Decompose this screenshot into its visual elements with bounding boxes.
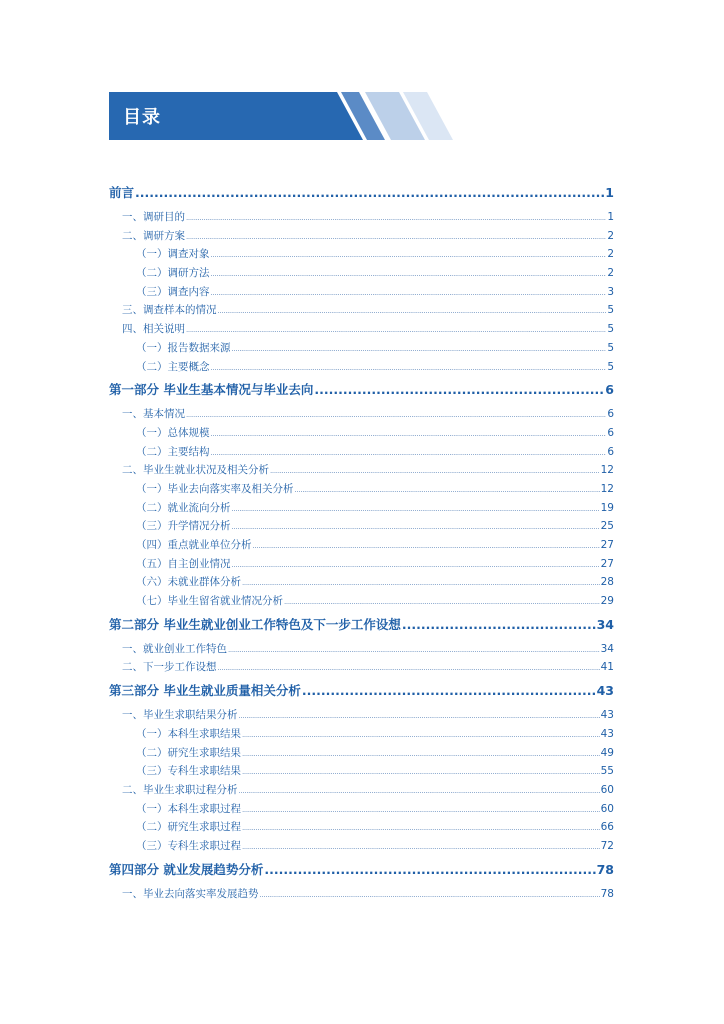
toc-leader-dots: [218, 664, 600, 672]
toc-page-number: 27: [600, 539, 614, 551]
toc-entry-label: 一、毕业去向落实率发展趋势: [122, 887, 259, 900]
toc-entry-label: （七）毕业生留省就业情况分析: [136, 595, 283, 608]
toc-page-number: 43: [596, 683, 614, 699]
toc-page-number: 27: [600, 557, 614, 570]
toc-page-number: 49: [600, 746, 614, 759]
toc-entry[interactable]: [109, 574, 614, 593]
toc-leader-dots: [402, 617, 596, 632]
toc-leader-dots: [239, 787, 600, 795]
toc-entry-label: 二、调研方案: [122, 229, 185, 242]
toc-entry[interactable]: [109, 425, 614, 444]
toc-leader-dots: [242, 731, 600, 739]
toc-leader-dots: [232, 523, 600, 531]
toc-leader-dots: [186, 326, 606, 334]
toc-leader-dots: [186, 411, 606, 419]
toc-entry-label: （二）主要概念: [136, 360, 210, 373]
toc-page-number: 78: [600, 887, 614, 900]
toc-entry-label: （三）升学情况分析: [136, 520, 231, 533]
toc-entry-label: 一、毕业生求职结果分析: [122, 709, 238, 722]
toc-entry[interactable]: [109, 593, 614, 612]
toc-page-number: 5: [607, 323, 614, 336]
toc-leader-dots: [264, 862, 595, 877]
toc-page-number: 43: [600, 709, 614, 722]
toc-entry-label: （二）调研方法: [136, 267, 210, 280]
toc-page-number: 60: [600, 783, 614, 796]
toc-entry-label: （一）本科生求职过程: [136, 802, 241, 815]
toc-page-number: 6: [607, 445, 614, 458]
toc-entry-label: 一、调研目的: [122, 211, 185, 223]
toc-entry-label: 二、下一步工作设想: [122, 661, 217, 674]
toc-entry[interactable]: [109, 406, 614, 425]
toc-entry-label: 第一部分 毕业生基本情况与毕业去向: [109, 382, 314, 398]
page-title: 目录: [123, 107, 161, 128]
toc-entry[interactable]: [109, 886, 614, 905]
toc-entry[interactable]: [109, 556, 614, 575]
toc-entry-label: 第二部分 毕业生就业创业工作特色及下一步工作设想: [109, 616, 401, 632]
toc-page-number: 6: [607, 426, 614, 439]
toc-leader-dots: [314, 382, 604, 397]
toc-page-number: 5: [607, 360, 614, 373]
toc-leader-dots: [284, 598, 600, 606]
toc-leader-dots: [232, 561, 600, 569]
toc-leader-dots: [302, 683, 596, 698]
toc-entry[interactable]: [109, 500, 614, 519]
toc-entry-label: （三）调查内容: [136, 285, 210, 298]
toc-entry-label: （三）专科生求职过程: [136, 839, 241, 852]
toc-page-number: 6: [607, 408, 614, 421]
toc-page-number: 2: [607, 267, 614, 280]
toc-page-number: 25: [600, 520, 614, 533]
toc-leader-dots: [260, 891, 600, 899]
toc-entry-label: （一）总体规模: [136, 426, 210, 439]
toc-page-number: 5: [607, 341, 614, 354]
toc-leader-dots: [242, 806, 600, 814]
toc-leader-dots: [270, 467, 600, 475]
toc-page-number: 34: [596, 616, 614, 632]
toc-leader-dots: [211, 430, 607, 438]
toc-page-number: 1: [607, 211, 614, 223]
toc-entry[interactable]: [109, 782, 614, 801]
toc-leader-dots: [242, 579, 600, 587]
toc-page-number: 55: [600, 765, 614, 778]
toc-leader-dots: [228, 646, 600, 654]
toc-entry-label: 前言: [109, 185, 135, 200]
toc-entry[interactable]: [109, 462, 614, 481]
toc-page-number: 19: [600, 501, 614, 514]
toc-leader-dots: [232, 345, 607, 353]
toc-entry[interactable]: [109, 641, 614, 660]
toc-page-number: 2: [607, 248, 614, 261]
toc-entry-label: （一）毕业去向落实率及相关分析: [136, 482, 294, 495]
toc-entry-label: （五）自主创业情况: [136, 557, 231, 570]
table-of-contents: [109, 183, 614, 904]
toc-entry-label: 第三部分 毕业生就业质量相关分析: [109, 683, 301, 699]
toc-entry-label: （二）研究生求职过程: [136, 821, 241, 834]
toc-leader-dots: [211, 270, 607, 278]
toc-entry[interactable]: [109, 246, 614, 265]
toc-entry[interactable]: [109, 228, 614, 247]
toc-leader-dots: [211, 364, 607, 372]
toc-entry-label: （四）重点就业单位分析: [136, 539, 252, 551]
toc-header-banner: [109, 92, 469, 140]
toc-entry-label: （一）报告数据来源: [136, 341, 231, 354]
toc-entry-label: 第四部分 就业发展趋势分析: [109, 861, 264, 877]
toc-leader-dots: [239, 712, 600, 720]
toc-leader-dots: [211, 449, 607, 457]
toc-entry-label: （一）本科生求职结果: [136, 727, 241, 740]
toc-page-number: 66: [600, 821, 614, 834]
toc-entry-label: 二、毕业生求职过程分析: [122, 783, 238, 796]
toc-page-number: 78: [596, 861, 614, 877]
toc-entry-label: （六）未就业群体分析: [136, 576, 241, 589]
toc-entry[interactable]: [109, 763, 614, 782]
toc-entry-label: 一、基本情况: [122, 408, 185, 421]
toc-leader-dots: [186, 214, 606, 222]
toc-entry[interactable]: [109, 444, 614, 463]
toc-entry[interactable]: [109, 284, 614, 303]
toc-page-number: 12: [600, 464, 614, 477]
toc-entry-label: 二、毕业生就业状况及相关分析: [122, 464, 269, 477]
toc-entry[interactable]: [109, 707, 614, 726]
toc-section-entry[interactable]: [109, 380, 614, 406]
toc-section-entry[interactable]: [109, 860, 614, 886]
toc-leader-dots: [211, 251, 607, 259]
toc-entry[interactable]: [109, 726, 614, 745]
toc-page-number: 3: [607, 285, 614, 298]
toc-entry[interactable]: [109, 265, 614, 284]
toc-entry[interactable]: [109, 659, 614, 678]
toc-page-number: 72: [600, 839, 614, 852]
toc-section-entry[interactable]: [109, 681, 614, 707]
toc-section-entry[interactable]: [109, 183, 614, 209]
toc-entry[interactable]: [109, 537, 614, 556]
toc-page-number: 28: [600, 576, 614, 589]
toc-entry-label: 三、调查样本的情况: [122, 304, 217, 317]
toc-leader-dots: [232, 505, 600, 513]
toc-leader-dots: [218, 307, 607, 315]
toc-entry[interactable]: [109, 518, 614, 537]
toc-entry-label: （三）专科生求职结果: [136, 765, 241, 778]
toc-entry-label: （二）就业流向分析: [136, 501, 231, 514]
toc-page-number: 6: [605, 382, 614, 398]
toc-entry[interactable]: [109, 209, 614, 228]
toc-leader-dots: [295, 486, 600, 494]
toc-leader-dots: [253, 542, 600, 550]
toc-leader-dots: [242, 750, 600, 758]
toc-page-number: 43: [600, 727, 614, 740]
toc-entry-label: （一）调查对象: [136, 248, 210, 261]
toc-entry[interactable]: [109, 359, 614, 378]
toc-entry[interactable]: [109, 745, 614, 764]
toc-page-number: 60: [600, 802, 614, 815]
toc-leader-dots: [242, 843, 600, 851]
toc-leader-dots: [242, 768, 600, 776]
toc-entry[interactable]: [109, 481, 614, 500]
toc-leader-dots: [186, 233, 606, 241]
toc-page-number: 5: [607, 304, 614, 317]
toc-leader-dots: [242, 824, 600, 832]
toc-leader-dots: [135, 185, 604, 200]
toc-page-number: 34: [600, 642, 614, 655]
toc-entry-label: （二）主要结构: [136, 445, 210, 458]
toc-page-number: 29: [600, 595, 614, 608]
toc-entry-label: 一、就业创业工作特色: [122, 642, 227, 655]
toc-section-entry[interactable]: [109, 615, 614, 641]
toc-entry[interactable]: [109, 801, 614, 820]
toc-page-number: 2: [607, 229, 614, 242]
toc-entry[interactable]: [109, 838, 614, 857]
banner-graphic: [109, 92, 469, 140]
toc-page-number: 1: [605, 185, 614, 200]
toc-leader-dots: [211, 289, 607, 297]
toc-page-number: 41: [600, 661, 614, 674]
toc-entry[interactable]: [109, 819, 614, 838]
toc-entry[interactable]: [109, 302, 614, 321]
toc-entry-label: （二）研究生求职结果: [136, 746, 241, 759]
toc-entry[interactable]: [109, 321, 614, 340]
toc-entry-label: 四、相关说明: [122, 323, 185, 336]
toc-entry[interactable]: [109, 340, 614, 359]
toc-page-number: 12: [600, 482, 614, 495]
